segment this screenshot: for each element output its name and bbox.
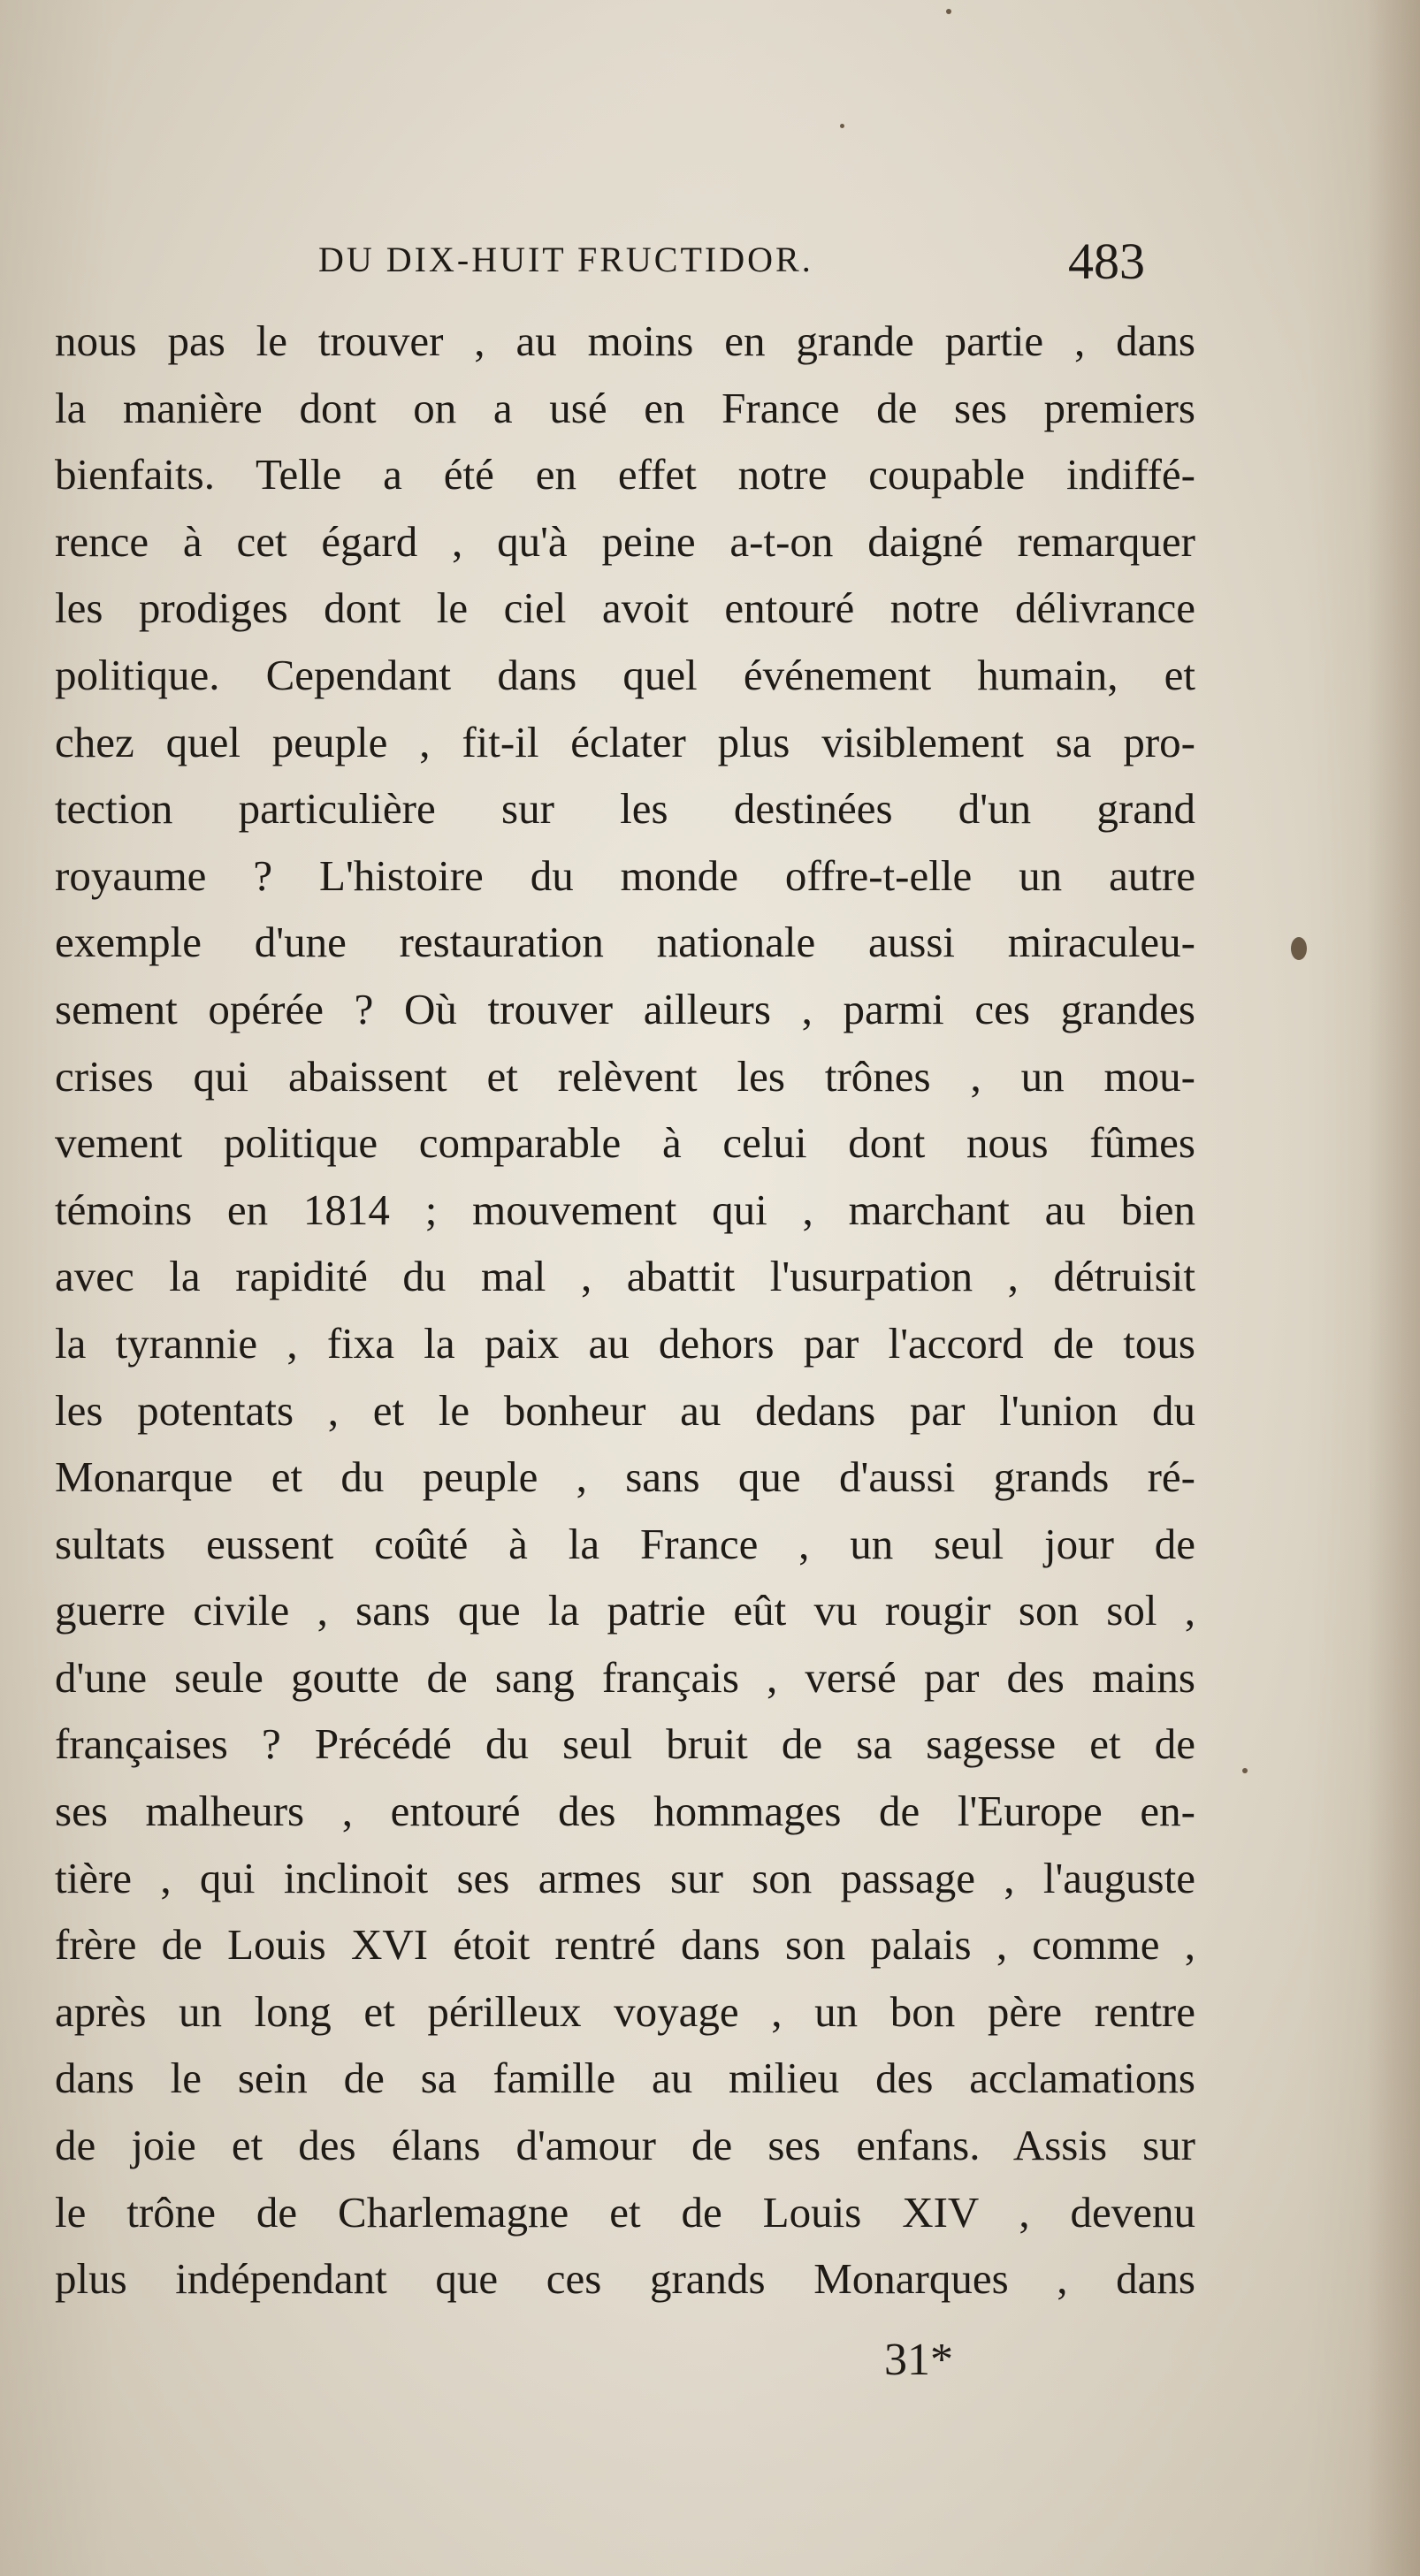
- text-line: la manière dont on a usé en France de ses premiers: [55, 383, 1195, 432]
- text-line: d'une seule goutte de sang français , versé par des mains: [55, 1652, 1195, 1702]
- running-head: [53, 232, 1211, 302]
- text-line: rence à cet égard , qu'à peine a-t-on daigné remarquer: [55, 516, 1195, 566]
- signature-mark: 31*: [884, 2335, 953, 2385]
- text-line: les potentats , et le bonheur au dedans par l'union du: [55, 1385, 1195, 1435]
- text-line: dans le sein de sa famille au milieu des acclamations: [55, 2054, 1195, 2103]
- page-number: 483: [1068, 232, 1145, 290]
- text-line: la tyrannie , fixa la paix au dehors par l'accord de tous: [55, 1318, 1195, 1368]
- text-line: frère de Louis XVI étoit rentré dans son palais , comme ,: [55, 1920, 1195, 1970]
- text-line: vement politique comparable à celui dont nous fûmes: [55, 1118, 1195, 1168]
- text-line: guerre civile , sans que la patrie eût vu rougir son sol ,: [55, 1586, 1195, 1635]
- running-title: DU DIX-HUIT FRUCTIDOR.: [318, 240, 813, 279]
- text-line: royaume ? L'histoire du monde offre-t-elle un autre: [55, 850, 1195, 900]
- text-line: après un long et périlleux voyage , un bon père rentre: [55, 1986, 1195, 2036]
- ink-speck: [946, 9, 951, 14]
- text-line: françaises ? Précédé du seul bruit de sa sagesse et de: [55, 1719, 1195, 1769]
- text-line: Monarque et du peuple , sans que d'aussi grands ré-: [55, 1452, 1195, 1502]
- text-line: ses malheurs , entouré des hommages de l'Europe en-: [55, 1787, 1195, 1836]
- text-line: avec la rapidité du mal , abattit l'usurpation , détruisit: [55, 1252, 1195, 1301]
- text-line: crises qui abaissent et relèvent les trônes , un mou-: [55, 1051, 1195, 1101]
- text-line: plus indépendant que ces grands Monarques , dans: [55, 2254, 1195, 2304]
- ink-speck: [1291, 937, 1307, 960]
- text-line: politique. Cependant dans quel événement humain, et: [55, 650, 1195, 699]
- text-line: nous pas le trouver , au moins en grande partie , dans: [55, 316, 1195, 365]
- text-line: le trône de Charlemagne et de Louis XIV , devenu: [55, 2187, 1195, 2237]
- text-line: sultats eussent coûté à la France , un seul jour de: [55, 1519, 1195, 1568]
- page-edge-shadow: [1367, 0, 1420, 2576]
- text-line: témoins en 1814 ; mouvement qui , marchant au bien: [55, 1185, 1195, 1234]
- text-line: chez quel peuple , fit-il éclater plus visiblement sa pro-: [55, 717, 1195, 766]
- text-line: tection particulière sur les destinées d'un grand: [55, 784, 1195, 834]
- text-line: exemple d'une restauration nationale aussi miraculeu-: [55, 918, 1195, 967]
- body-text: [55, 308, 1195, 2313]
- text-line: sement opérée ? Où trouver ailleurs , parmi ces grandes: [55, 984, 1195, 1033]
- text-line: les prodiges dont le ciel avoit entouré notre délivrance: [55, 583, 1195, 633]
- text-line: bienfaits. Telle a été en effet notre coupable indiffé-: [55, 450, 1195, 499]
- text-line: de joie et des élans d'amour de ses enfans. Assis sur: [55, 2121, 1195, 2170]
- ink-speck: [840, 124, 844, 128]
- text-line: tière , qui inclinoit ses armes sur son passage , l'auguste: [55, 1853, 1195, 1902]
- ink-speck: [1242, 1768, 1248, 1773]
